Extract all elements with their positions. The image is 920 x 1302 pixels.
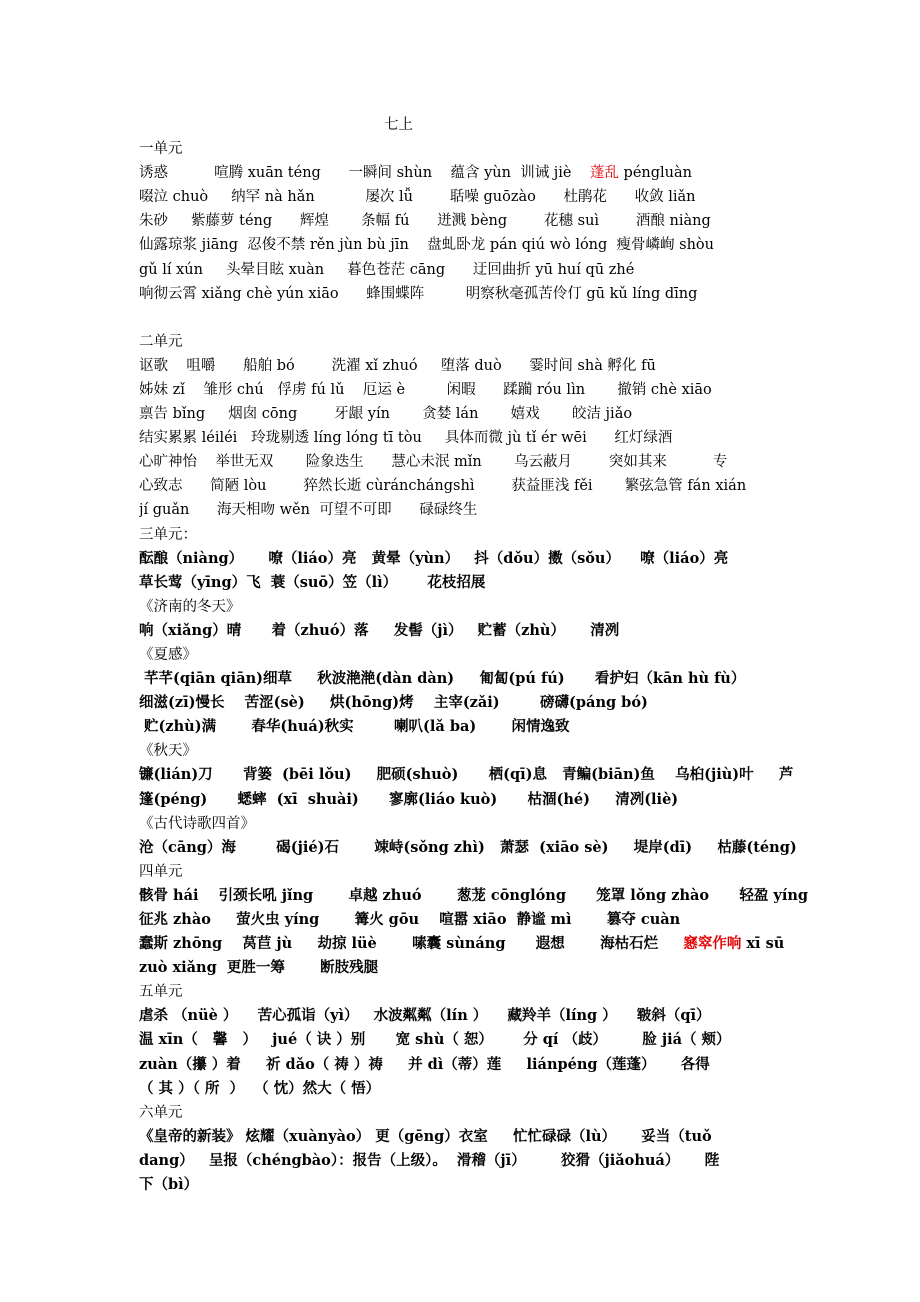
unit5-heading: 五单元 bbox=[139, 984, 183, 1001]
unit5-line: zuàn（攥 ）着 祈 dǎo（ 祷 ）祷 并 dì（蒂）莲 liánpéng（莲蓬） 各得 bbox=[139, 1055, 710, 1073]
unit3-line: 酝酿（niàng） 嘹（liáo）亮 黄晕（yùn） 抖（dǒu）擞（sǒu） 嘹（liáo）亮 bbox=[139, 549, 729, 567]
unit6-line: dang） 呈报（chéngbào）：报告（上级）。 滑稽（jī） 狡猾（jiǎohuá） 陛 bbox=[139, 1151, 720, 1169]
section-title: 《古代诗歌四首》 bbox=[139, 815, 255, 832]
unit3-line: 镰(lián)刀 背篓 (bēi lǒu) 肥硕(shuò) 栖(qī)息 青鳊(biān)鱼 乌桕(jiù)叶 芦 bbox=[139, 766, 794, 784]
text: 蠢斯 zhōng 莴苣 jù 劫掠 lüè 嗉囊 sùnáng 遐想 海枯石烂 bbox=[139, 935, 684, 953]
unit3-line: 沧（cāng）海 碣(jié)石 竦峙(sǒng zhì) 萧瑟 (xiāo sè) 堤岸(dī) 枯藤(téng) bbox=[139, 838, 797, 856]
unit4-line: zuò xiǎng 更胜一筹 断肢残腿 bbox=[139, 959, 379, 977]
unit3-heading: 三单元： bbox=[139, 526, 197, 543]
unit3-line: 贮(zhù)满 春华(huá)秋实 喇叭(lǎ ba) 闲情逸致 bbox=[139, 718, 570, 736]
unit2-line: 心旷神怡 举世无双 险象迭生 慧心未泯 mǐn 乌云蔽月 突如其来 专 bbox=[139, 454, 728, 471]
unit3-line: 草长莺（yīng）飞 蓑（suō）笠（lì） 花枝招展 bbox=[139, 573, 486, 591]
unit3-line: 篷(péng) 蟋蟀 (xī shuài) 寥廓(liáo kuò) 枯涸(hé) 清冽(liè) bbox=[139, 790, 679, 808]
unit4-heading: 四单元 bbox=[139, 863, 183, 880]
section-title: 《秋天》 bbox=[139, 743, 197, 760]
document-page bbox=[139, 113, 829, 1197]
spacer bbox=[139, 306, 829, 330]
highlight-word: 蓬乱 bbox=[589, 165, 619, 182]
unit6-line: 《皇帝的新装》 炫耀（xuànyào） 更（gēng）衣室 忙忙碌碌（lù） 妥当（tuǒ bbox=[139, 1127, 712, 1145]
unit2-line: jí guǎn 海天相吻 wěn 可望不可即 碌碌终生 bbox=[139, 502, 478, 519]
unit5-line: 温 xīn（ 馨 ） jué（ 诀 ）别 宽 shù（ 恕） 分 qí （歧） 脸 jiá（ 颊） bbox=[139, 1031, 731, 1049]
unit1-line: gǔ lí xún 头晕目眩 xuàn 暮色苍茫 cāng 迂回曲折 yū huí qū zhé bbox=[139, 261, 635, 278]
unit2-line: 讴歌 咀嚼 船舶 bó 洗濯 xǐ zhuó 堕落 duò 霎时间 shà 孵化 fū bbox=[139, 357, 656, 374]
unit4-line: 骸骨 hái 引颈长吼 jǐng 卓越 zhuó 葱茏 cōnglóng 笼罩 lǒng zhào 轻盈 yíng bbox=[139, 886, 809, 904]
unit2-line: 禀告 bǐng 烟囱 cōng 牙龈 yín 贪婪 lán 嬉戏 皎洁 jiǎo bbox=[139, 406, 633, 423]
text: 诱惑 喧腾 xuān téng 一瞬间 shùn 蕴含 yùn 训诫 jiè bbox=[139, 165, 590, 182]
unit1-line: 响彻云霄 xiǎng chè yún xiāo 蜂围蝶阵 明察秋毫孤苦伶仃 gū kǔ líng dīng bbox=[139, 285, 698, 302]
unit3-line: 细滋(zī)慢长 苦涩(sè) 烘(hōng)烤 主宰(zǎi) 磅礴(páng bó) bbox=[139, 694, 648, 712]
unit3-line: 响（xiǎng）晴 着（zhuó）落 发髻（jì） 贮蓄（zhù） 清冽 bbox=[139, 621, 620, 639]
unit5-line: （ 其 ）（ 所 ） （ 忱）然大（ 悟） bbox=[139, 1079, 381, 1097]
unit1-heading: 一单元 bbox=[139, 141, 183, 158]
unit1-line: 仙露琼浆 jiāng 忍俊不禁 rěn jùn bù jīn 盘虬卧龙 pán qiú wò lóng 瘦骨嶙峋 shòu bbox=[139, 237, 714, 254]
section-title: 《济南的冬天》 bbox=[139, 598, 241, 615]
unit4-line: 征兆 zhào 萤火虫 yíng 篝火 gōu 喧嚣 xiāo 静谧 mì 篡夺 cuàn bbox=[139, 911, 681, 928]
unit6-heading: 六单元 bbox=[139, 1104, 183, 1121]
text: xī sū bbox=[741, 935, 785, 953]
unit4-line bbox=[139, 932, 829, 956]
unit5-line: 虐杀 （nüè ） 苦心孤诣（yì） 水波粼粼（lín ） 藏羚羊（líng ） 皲斜（qī） bbox=[139, 1007, 711, 1025]
highlight-word: 窸窣作响 bbox=[683, 935, 742, 953]
unit2-line: 结实累累 léiléi 玲珑剔透 líng lóng tī tòu 具体而微 jù tǐ ér wēi 红灯绿酒 bbox=[139, 430, 673, 447]
text: péngluàn bbox=[618, 165, 693, 182]
page-title: 七上 bbox=[384, 117, 413, 133]
unit1-line: 朱砂 紫藤萝 téng 辉煌 条幅 fú 迸溅 bèng 花穗 suì 酒酿 niàng bbox=[139, 213, 711, 230]
unit1-line: 啜泣 chuò 纳罕 nà hǎn 屡次 lǚ 聒噪 guōzào 杜鹃花 收敛 liǎn bbox=[139, 189, 696, 206]
unit3-line: 芊芊(qiān qiān)细草 秋波滟滟(dàn dàn) 匍匐(pú fú) 看护妇（kān hù fù） bbox=[139, 670, 746, 688]
unit2-line: 姊妹 zǐ 雏形 chú 俘虏 fú lǔ 厄运 è 闲暇 蹂躏 róu lìn 撤销 chè xiāo bbox=[139, 381, 712, 398]
section-title: 《夏感》 bbox=[139, 646, 197, 663]
unit1-line bbox=[139, 161, 829, 185]
unit2-heading: 二单元 bbox=[139, 333, 183, 350]
unit6-line: 下（bì） bbox=[139, 1176, 199, 1194]
unit2-line: 心致志 简陋 lòu 猝然长逝 cùránchángshì 获益匪浅 fěi 繁弦急管 fán xián bbox=[139, 478, 747, 495]
